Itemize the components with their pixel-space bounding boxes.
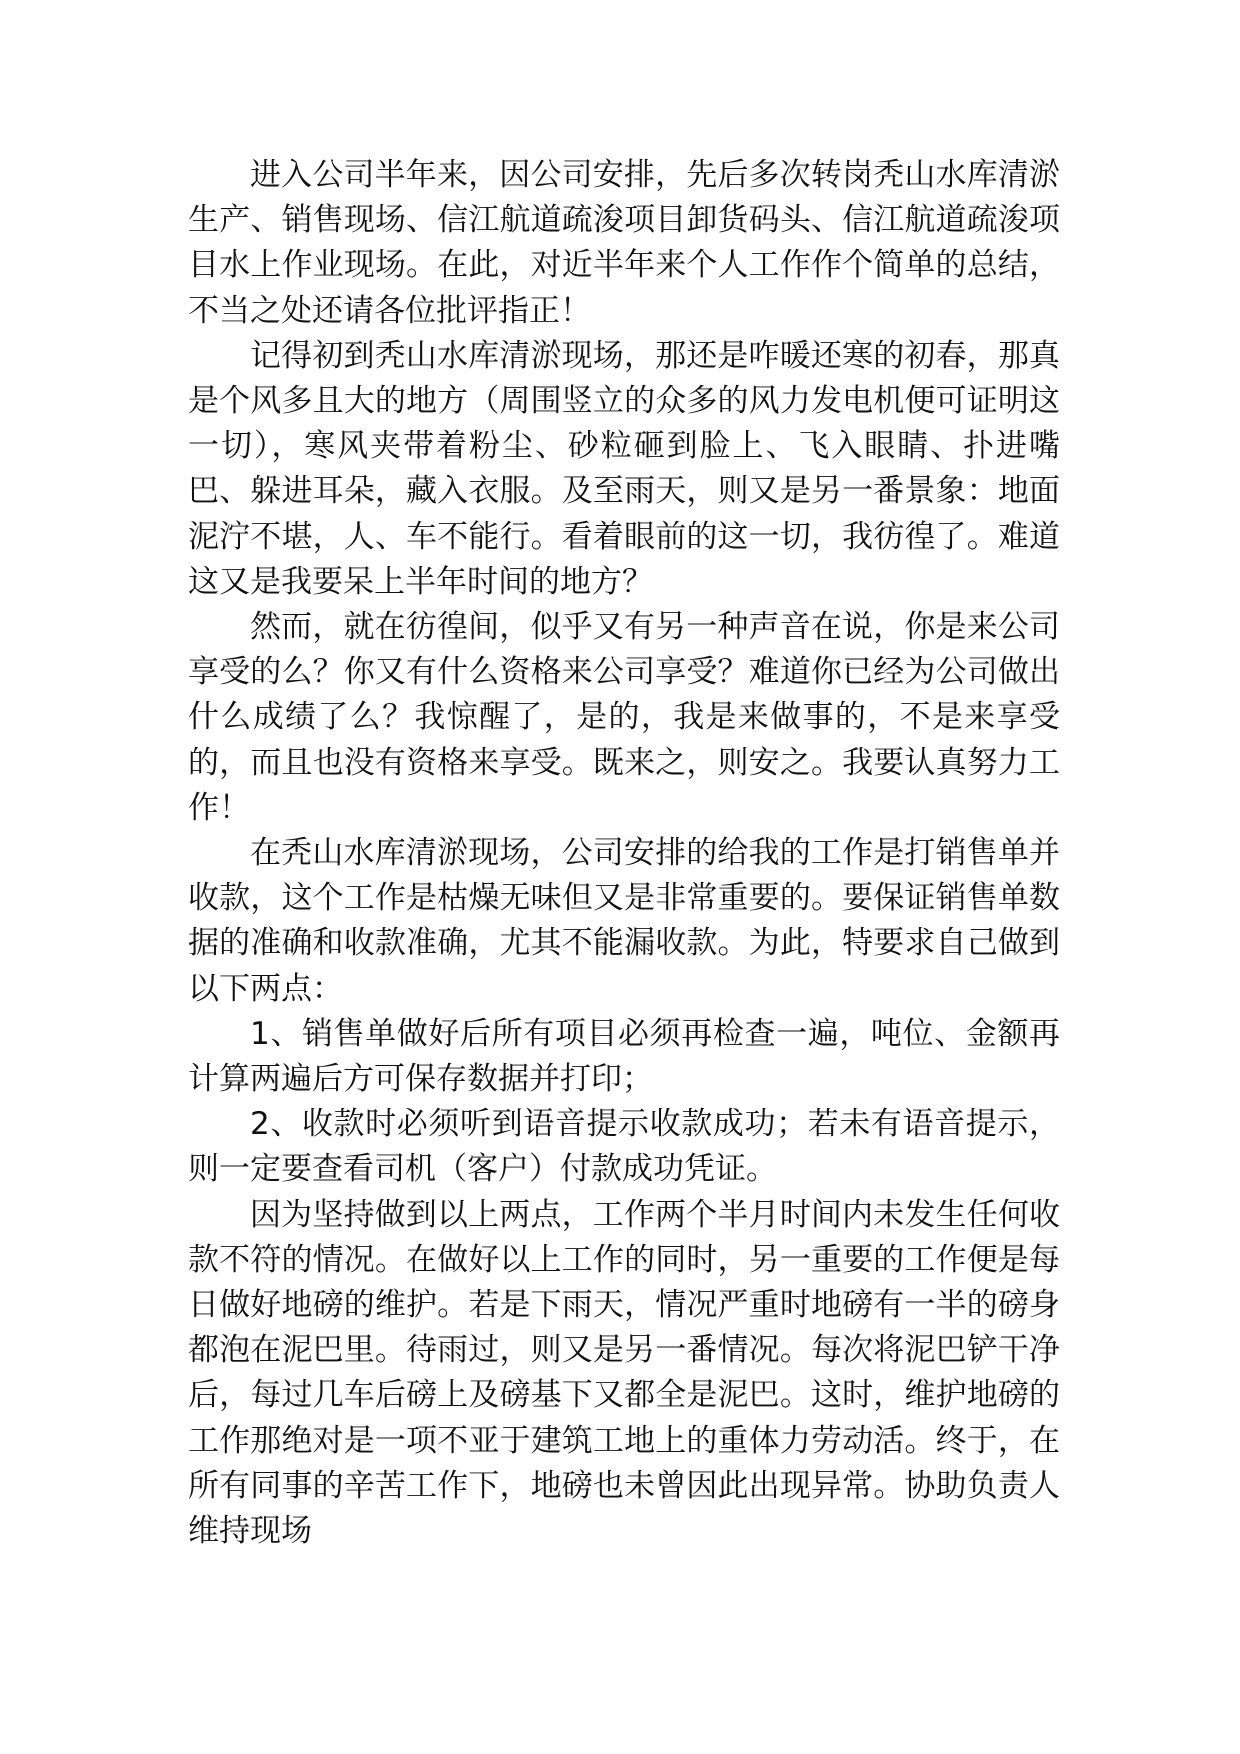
document-body (188, 153, 1060, 1554)
paragraph-intro: 进入公司半年来，因公司安排，先后多次转岗秃山水库清淤生产、销售现场、信江航道疏浚项目卸货码头、信江航道疏浚项目水上作业现场。在此，对近半年来个人工作作个简单的总结，不当之处还请各位批评指正！ (188, 157, 1060, 329)
paragraph-reflection: 然而，就在彷徨间，似乎又有另一种声音在说，你是来公司享受的么？你又有什么资格来公司享受？难道你已经为公司做出什么成绩了么？我惊醒了，是的，我是来做事的，不是来享受的，而且也没有资格来享受。既来之，则安之。我要认真努力工作！ (188, 609, 1060, 826)
paragraph-point-2: 2、收款时必须听到语音提示收款成功；若未有语音提示，则一定要查看司机（客户）付款成功凭证。 (188, 1106, 1060, 1188)
paragraph-sales-duties: 在秃山水库清淤现场，公司安排的给我的工作是打销售单并收款，这个工作是枯燥无味但又是非常重要的。要保证销售单数据的准确和收款准确，尤其不能漏收款。为此，特要求自己做到以下两点： (188, 835, 1060, 1007)
paragraph-scale-maintenance: 因为坚持做到以上两点，工作两个半月时间内未发生任何收款不符的情况。在做好以上工作的同时，另一重要的工作便是每日做好地磅的维护。若是下雨天，情况严重时地磅有一半的磅身都泡在泥巴里。待雨过，则又是另一番情况。每次将泥巴铲干净后，每过几车后磅上及磅基下又都全是泥巴。这时，维护地磅的工作那绝对是一项不亚于建筑工地上的重体力劳动活。终于，在所有同事的辛苦工作下，地磅也未曾因此出现异常。协助负责人维持现场 (188, 1196, 1060, 1550)
paragraph-early-spring: 记得初到秃山水库清淤现场，那还是咋暖还寒的初春，那真是个风多且大的地方（周围竖立的众多的风力发电机便可证明这一切），寒风夹带着粉尘、砂粒砸到脸上、飞入眼睛、扑进嘴巴、躲进耳朵，藏入衣服。及至雨天，则又是另一番景象：地面泥泞不堪，人、车不能行。看着眼前的这一切，我彷徨了。难道这又是我要呆上半年时间的地方？ (188, 337, 1060, 600)
paragraph-point-1: 1、销售单做好后所有项目必须再检查一遍，吨位、金额再计算两遍后方可保存数据并打印； (188, 1015, 1060, 1098)
